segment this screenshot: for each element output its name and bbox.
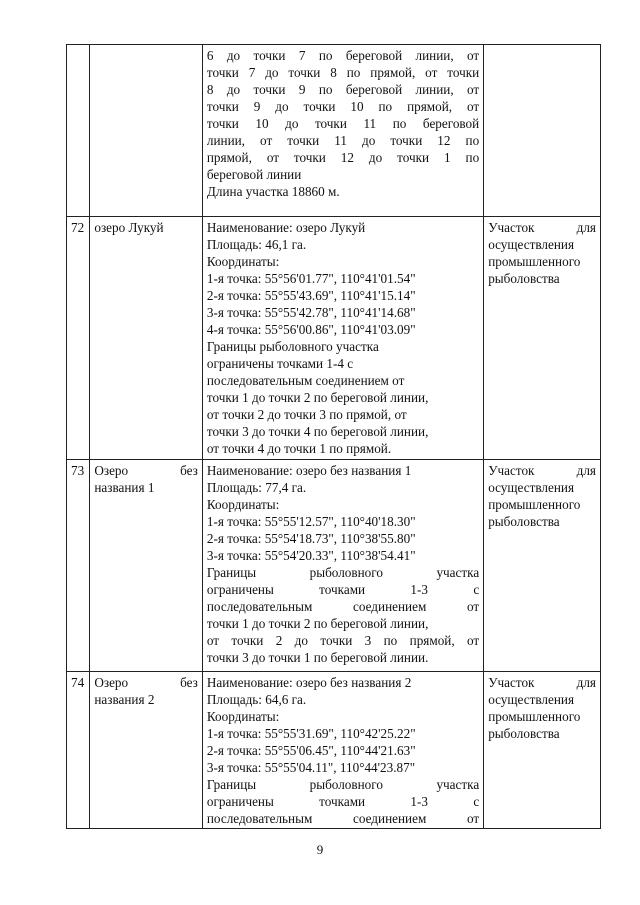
- description-line: 3-я точка: 55°54'20.33", 110°38'54.41": [206, 548, 416, 563]
- description-line: 8 до точки 9 по береговой линии, от: [206, 82, 480, 97]
- row-number-cell: 72: [67, 217, 90, 460]
- row-number-cell: [67, 45, 90, 217]
- area-name-line: озеро Лукуй: [94, 220, 164, 235]
- description-line: точки 3 до точки 1 по береговой линии.: [206, 650, 429, 665]
- fishing-areas-table: [66, 44, 601, 829]
- purpose-cell: [484, 217, 601, 460]
- description-line: Площадь: 77,4 га.: [206, 480, 307, 495]
- description-line: Границы рыболовного участка: [206, 777, 480, 792]
- purpose-line: рыболовства: [488, 726, 560, 741]
- description-line: точки 9 до точки 10 по прямой, от: [206, 99, 480, 114]
- purpose-line: рыболовства: [488, 271, 560, 286]
- purpose-cell: [484, 45, 601, 217]
- area-description-cell: [202, 217, 483, 460]
- description-line: Наименование: озеро Лукуй: [206, 220, 366, 235]
- area-name-cell: [90, 217, 203, 460]
- purpose-line: осуществления: [488, 692, 575, 707]
- area-description-cell: [202, 45, 483, 217]
- area-name-line: названия 2: [94, 692, 155, 707]
- description-line: Площадь: 46,1 га.: [206, 237, 307, 252]
- description-line: точки 1 до точки 2 по береговой линии,: [206, 616, 429, 631]
- area-name-line: названия 1: [94, 480, 155, 495]
- purpose-line: промышленного: [488, 497, 581, 512]
- purpose-line: рыболовства: [488, 514, 560, 529]
- purpose-line: Участок для: [488, 675, 596, 690]
- description-line: Границы рыболовного участка: [206, 339, 379, 354]
- row-number-cell: 73: [67, 460, 90, 672]
- description-line: 1-я точка: 55°55'31.69", 110°42'25.22": [206, 726, 416, 741]
- area-name-cell: [90, 45, 203, 217]
- description-line: 3-я точка: 55°55'42.78", 110°41'14.68": [206, 305, 416, 320]
- purpose-line: осуществления: [488, 480, 575, 495]
- description-line: Координаты:: [206, 254, 280, 269]
- description-line: Координаты:: [206, 709, 280, 724]
- area-description-cell: [202, 672, 483, 829]
- description-line: 1-я точка: 55°56'01.77", 110°41'01.54": [206, 271, 416, 286]
- description-line: 4-я точка: 55°56'00.86", 110°41'03.09": [206, 322, 416, 337]
- description-line: береговой линии: [206, 167, 302, 182]
- description-line: 3-я точка: 55°55'04.11", 110°44'23.87": [206, 760, 416, 775]
- description-line: прямой, от точки 12 до точки 1 по: [206, 150, 480, 165]
- description-line: 2-я точка: 55°55'06.45", 110°44'21.63": [206, 743, 416, 758]
- description-line: от точки 2 до точки 3 по прямой, от: [206, 407, 407, 422]
- description-line: точки 1 до точки 2 по береговой линии,: [206, 390, 429, 405]
- table-row: [67, 460, 601, 672]
- description-line: Координаты:: [206, 497, 280, 512]
- purpose-line: промышленного: [488, 709, 581, 724]
- area-description-cell: [202, 460, 483, 672]
- description-line: линии, от точки 11 до точки 12 по: [206, 133, 480, 148]
- description-line: Границы рыболовного участка: [206, 565, 480, 580]
- description-line: Наименование: озеро без названия 1: [206, 463, 412, 478]
- description-line: 2-я точка: 55°54'18.73", 110°38'55.80": [206, 531, 416, 546]
- description-line: ограничены точками 1-3 с: [206, 582, 480, 597]
- page-number: 9: [316, 842, 324, 857]
- area-name-line: Озеро без: [94, 463, 198, 478]
- purpose-cell: [484, 460, 601, 672]
- description-line: ограничены точками 1-4 с: [206, 356, 354, 371]
- description-line: от точки 4 до точки 1 по прямой.: [206, 441, 392, 456]
- description-line: Наименование: озеро без названия 2: [206, 675, 412, 690]
- description-line: последовательным соединением от: [206, 811, 480, 826]
- description-line: точки 3 до точки 4 по береговой линии,: [206, 424, 429, 439]
- purpose-line: Участок для: [488, 463, 596, 478]
- description-line: 6 до точки 7 по береговой линии, от: [206, 48, 480, 63]
- table-row: [67, 217, 601, 460]
- description-line: точки 10 до точки 11 по береговой: [206, 116, 480, 131]
- description-line: Длина участка 18860 м.: [206, 184, 340, 199]
- purpose-cell: [484, 672, 601, 829]
- row-number-cell: 74: [67, 672, 90, 829]
- description-line: 2-я точка: 55°55'43.69", 110°41'15.14": [206, 288, 416, 303]
- description-line: точки 7 до точки 8 по прямой, от точки: [206, 65, 480, 80]
- description-line: последовательным соединением от: [206, 373, 405, 388]
- area-name-cell: [90, 672, 203, 829]
- description-line: от точки 2 до точки 3 по прямой, от: [206, 633, 480, 648]
- description-line: 1-я точка: 55°55'12.57", 110°40'18.30": [206, 514, 416, 529]
- description-line: Площадь: 64,6 га.: [206, 692, 307, 707]
- table-row: [67, 45, 601, 217]
- purpose-line: промышленного: [488, 254, 581, 269]
- description-line: ограничены точками 1-3 с: [206, 794, 480, 809]
- table-row: [67, 672, 601, 829]
- description-line: последовательным соединением от: [206, 599, 480, 614]
- purpose-line: осуществления: [488, 237, 575, 252]
- area-name-cell: [90, 460, 203, 672]
- area-name-line: Озеро без: [94, 675, 198, 690]
- purpose-line: Участок для: [488, 220, 596, 235]
